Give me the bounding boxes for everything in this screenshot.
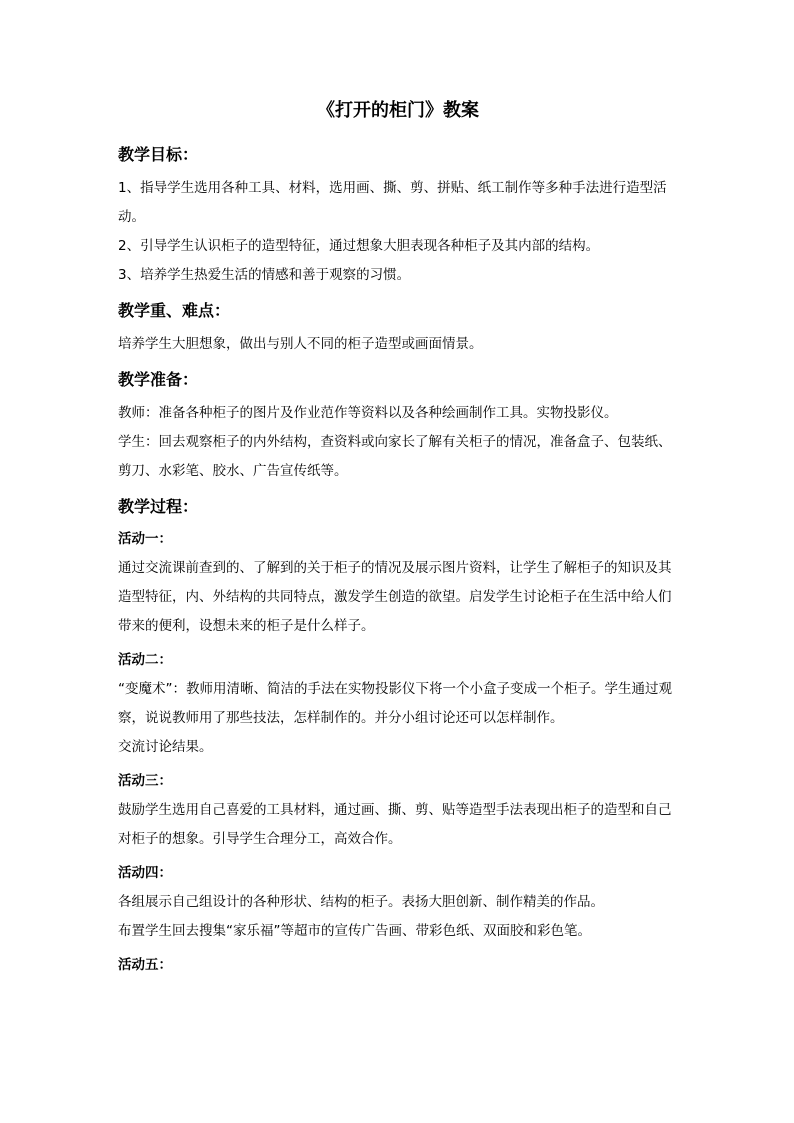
activity-1-heading: 活动一： [118,531,172,547]
goals-heading: 教学目标： [118,145,199,164]
key-points-heading: 教学重、难点： [118,301,231,320]
document-title: 《打开的柜门》教案 [317,100,479,121]
activity-4-text-1: 各组展示自己组设计的各种形状、结构的柜子。表扬大胆创新、制作精美的作品。 [118,894,604,910]
activity-2-text-1: “变魔术”：教师用清晰、简洁的手法在实物投影仪下将一个小盒子变成一个柜子。学生通过观察，说说教师用了那些技法，怎样制作的。并分小组讨论还可以怎样制作。 [118,681,672,726]
document-page [118,98,678,980]
goal-item-2: 2、引导学生认识柜子的造型特征，通过想象大胆表现各种柜子及其内部的结构。 [118,238,600,254]
activity-2-heading: 活动二： [118,652,172,668]
process-heading: 教学过程： [118,497,199,516]
activity-4-heading: 活动四： [118,865,172,881]
preparation-heading: 教学准备： [118,370,199,389]
activity-5-heading: 活动五： [118,957,172,973]
activity-2-text-2: 交流讨论结果。 [118,739,213,755]
key-points-text: 培养学生大胆想象，做出与别人不同的柜子造型或画面情景。 [118,336,483,352]
activity-3-text: 鼓励学生选用自己喜爱的工具材料，通过画、撕、剪、贴等造型手法表现出柜子的造型和自己对柜子的想象。引导学生合理分工，高效合作。 [118,802,672,847]
activity-3-heading: 活动三： [118,773,172,789]
preparation-teacher: 教师：准备各种柜子的图片及作业范作等资料以及各种绘画制作工具。实物投影仪。 [118,405,618,421]
activity-1-text: 通过交流课前查到的、了解到的关于柜子的情况及展示图片资料，让学生了解柜子的知识及其造型特征，内、外结构的共同特点，激发学生创造的欲望。启发学生讨论柜子在生活中给人们带来的便利，设想未来的柜子是什么样子。 [118,560,672,634]
preparation-student: 学生：回去观察柜子的内外结构，查资料或向家长了解有关柜子的情况，准备盒子、包装纸、剪刀、水彩笔、胶水、广告宣传纸等。 [118,434,672,479]
goal-item-1: 1、指导学生选用各种工具、材料，选用画、撕、剪、拼贴、纸工制作等多种手法进行造型活动。 [118,180,667,225]
goal-item-3: 3、培养学生热爱生活的情感和善于观察的习惯。 [118,267,411,283]
activity-4-text-2: 布置学生回去搜集“家乐福”等超市的宣传广告画、带彩色纸、双面胶和彩色笔。 [118,923,591,939]
